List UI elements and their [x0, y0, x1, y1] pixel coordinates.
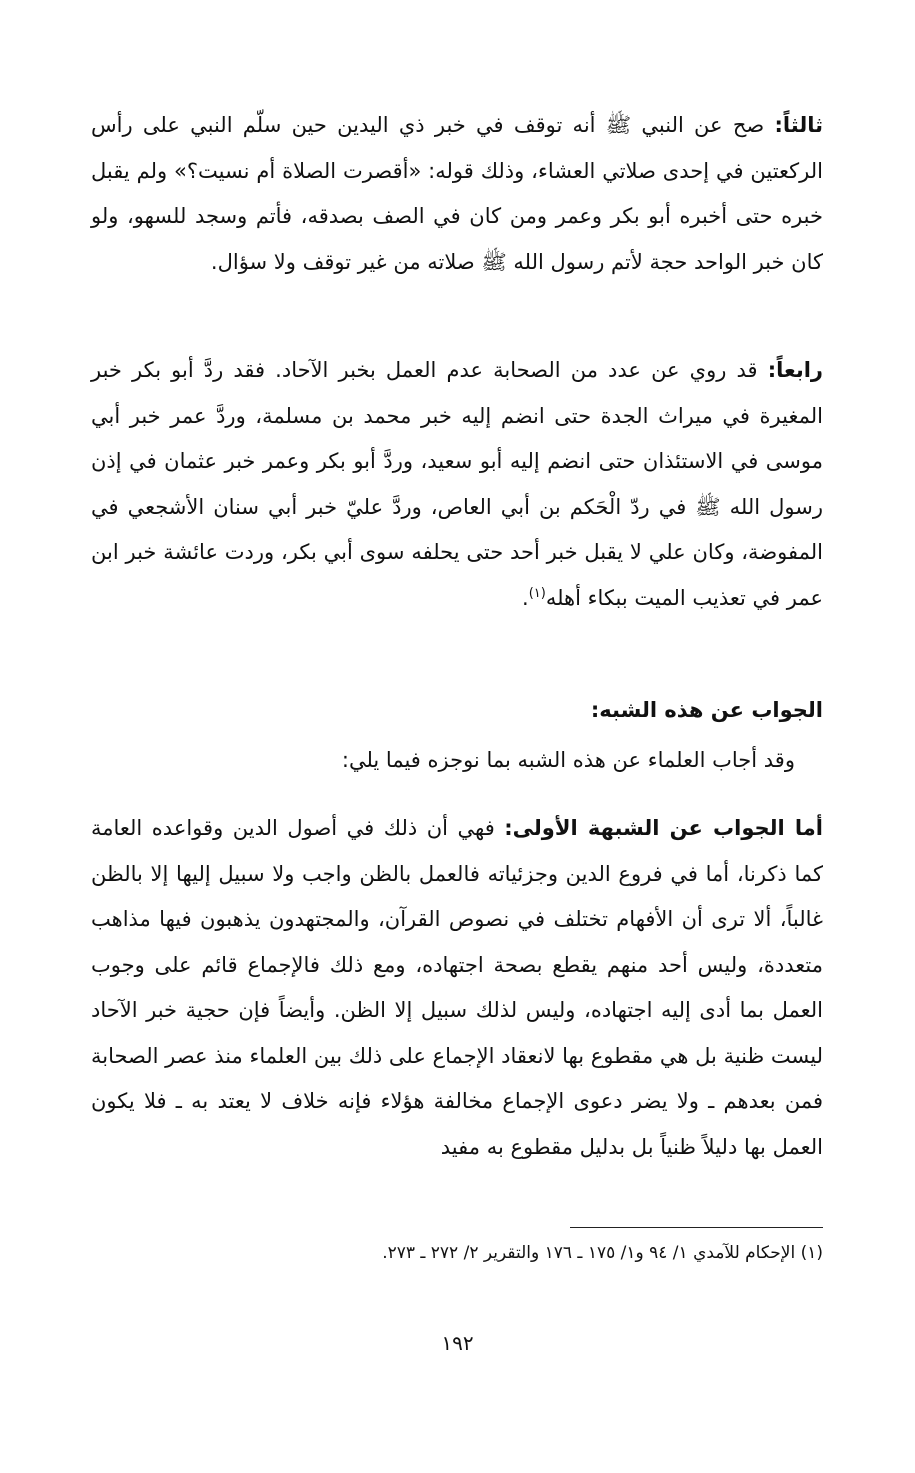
- footnote-reference: (١): [528, 585, 546, 601]
- paragraph-third-objection: [91, 103, 823, 285]
- section-heading: الجواب عن هذه الشبه:: [590, 698, 823, 722]
- paragraph-text: فهي أن ذلك في أصول الدين وقواعده العامة كما ذكرنا، أما في فروع الدين وجزئياته فالعمل بالظن واجب ولا سبيل إليها إلا بالظن غالباً، ألا ترى أن الأفهام تختلف في نصوص القرآن، والمجتهدون يذهبون فيها مذاهب متعددة، وليس أحد منهم يقطع بصحة اجتهاده، ومع ذلك فالإجماع قائم على وجوب العمل بما أدى إليه اجتهاده، وليس لذلك سبيل إلا الظن. وأيضاً فإن حجية خبر الآحاد ليست ظنية بل هي مقطوع بها لانعقاد الإجماع على ذلك بين العلماء منذ عصر الصحابة فمن بعدهم ـ ولا يضر دعوى الإجماع مخالفة هؤلاء فإنه خلاف لا يعتد به ـ فلا يكون العمل بها دليلاً ظنياً بل بدليل مقطوع به مفيد: [91, 816, 823, 1159]
- paragraph-lead: ثالثاً:: [774, 113, 823, 137]
- paragraph-text: قد روي عن عدد من الصحابة عدم العمل بخبر الآحاد. فقد ردَّ أبو بكر خبر المغيرة في ميراث الجدة حتى انضم إليه خبر محمد بن مسلمة، وردَّ عمر خبر أبي موسى في الاستئذان حتى انضم إليه أبو سعيد، وردَّ أبو بكر وعمر خبر عثمان في إذن رسول الله ﷺ في ردّ الْحَكم بن أبي العاص، وردَّ عليّ خبر أبي سنان الأشجعي في المفوضة، وكان علي لا يقبل خبر أحد حتى يحلفه سوى أبي بكر، وردت عائشة خبر ابن عمر في تعذيب الميت ببكاء أهله: [91, 358, 823, 610]
- page-number: ١٩٢: [441, 1331, 474, 1355]
- footnote-divider: [570, 1227, 823, 1228]
- paragraph-lead: أما الجواب عن الشبهة الأولى:: [504, 816, 823, 840]
- paragraph-tail: .: [522, 585, 529, 610]
- paragraph-lead: رابعاً:: [767, 358, 823, 382]
- footnote: (١) الإحكام للآمدي ١/ ٩٤ و١/ ١٧٥ ـ ١٧٦ والتقرير ٢/ ٢٧٢ ـ ٢٧٣.: [382, 1243, 823, 1263]
- paragraph-first-answer: [91, 806, 823, 1170]
- paragraph-fourth-objection: [91, 348, 823, 621]
- intro-line: وقد أجاب العلماء عن هذه الشبه بما نوجزه فيما يلي:: [341, 748, 795, 772]
- paragraph-text: صح عن النبي ﷺ أنه توقف في خبر ذي اليدين حين سلّم النبي على رأس الركعتين في إحدى صلاتي العشاء، وذلك قوله: «أقصرت الصلاة أم نسيت؟» ولم يقبل خبره حتى أخبره أبو بكر وعمر ومن كان في الصف بصدقه، فأتم وسجد للسهو، ولو كان خبر الواحد حجة لأتم رسول الله ﷺ صلاته من غير توقف ولا سؤال.: [91, 113, 823, 274]
